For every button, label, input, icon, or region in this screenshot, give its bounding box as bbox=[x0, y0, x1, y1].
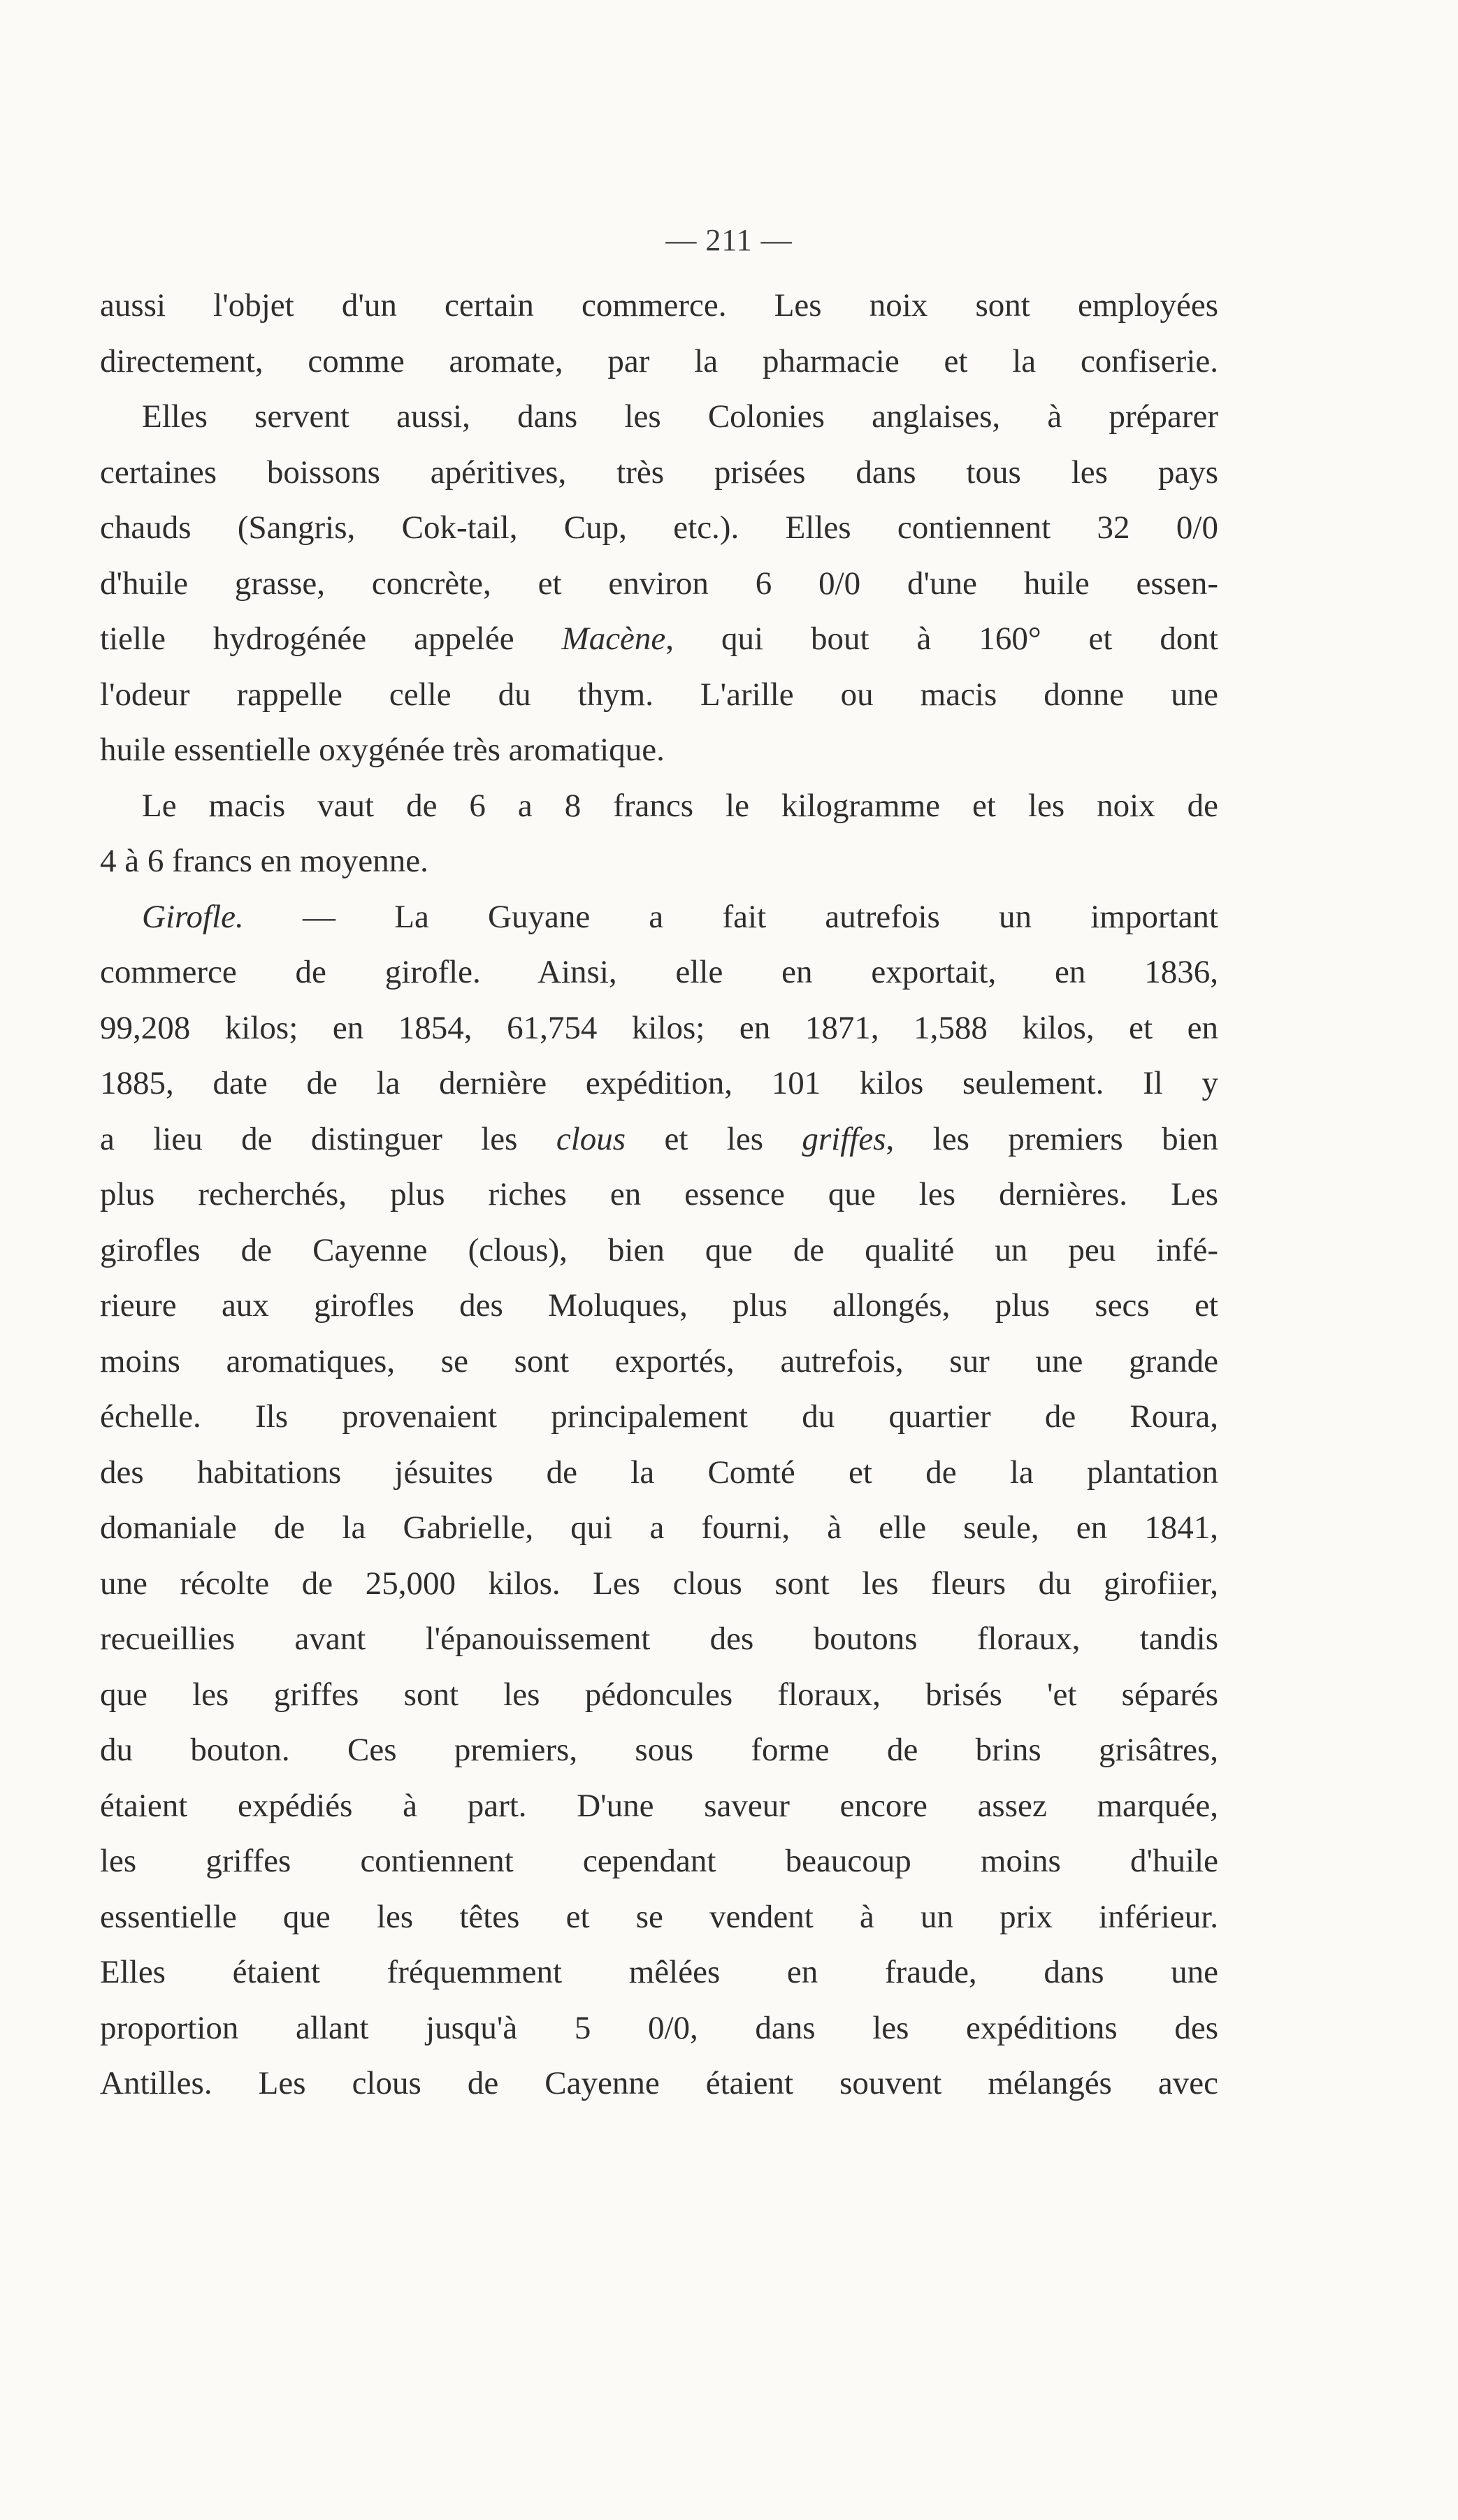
text-line: directement, comme aromate, par la pharmacie et la confiserie. bbox=[100, 342, 1218, 379]
italic-term-macene: Macène bbox=[561, 621, 666, 657]
text-line bbox=[100, 611, 1218, 667]
page-number: — 211 — bbox=[665, 223, 793, 257]
text-line: girofles de Cayenne (clous), bien que de qualité un peu infé- bbox=[100, 1231, 1218, 1268]
text-line: Le macis vaut de 6 a 8 francs le kilogramme et les noix de bbox=[142, 787, 1218, 824]
text-line: moins aromatiques, se sont exportés, autrefois, sur une grande bbox=[100, 1342, 1218, 1380]
text-fragment: et les bbox=[626, 1120, 802, 1157]
text-line: commerce de girofle. Ainsi, elle en exportait, en 1836, bbox=[100, 954, 1218, 990]
text-line: huile essentielle oxygénée très aromatique. bbox=[100, 732, 665, 768]
text-line: étaient expédiés à part. D'une saveur encore assez marquée, bbox=[100, 1787, 1218, 1824]
text-fragment: , qui bout à 160° et dont bbox=[665, 621, 1218, 657]
text-line: Elles servent aussi, dans les Colonies anglaises, à préparer bbox=[142, 398, 1218, 435]
text-line: domaniale de la Gabrielle, qui a fourni, à elle seule, en 1841, bbox=[100, 1509, 1218, 1546]
section-heading-line bbox=[100, 890, 1218, 946]
text-line bbox=[100, 1112, 1218, 1168]
text-fragment: a lieu de distinguer les bbox=[100, 1120, 556, 1157]
text-fragment: — La Guyane a fait autrefois un important bbox=[243, 898, 1218, 935]
text-line: Antilles. Les clous de Cayenne étaient souvent mélangés avec bbox=[100, 2065, 1218, 2101]
text-line: 99,208 kilos; en 1854, 61,754 kilos; en 1871, 1,588 kilos, et en bbox=[100, 1009, 1218, 1046]
text-line: 1885, date de la dernière expédition, 101 kilos seulement. Il y bbox=[100, 1065, 1218, 1101]
text-line: Elles étaient fréquemment mêlées en fraude, dans une bbox=[100, 1954, 1218, 1990]
text-line: essentielle que les têtes et se vendent à un prix inférieur. bbox=[100, 1898, 1218, 1935]
text-line: l'odeur rappelle celle du thym. L'arille ou macis donne une bbox=[100, 676, 1218, 713]
section-heading-girofle: Girofle. bbox=[142, 898, 244, 935]
text-line: une récolte de 25,000 kilos. Les clous sont les fleurs du girofiier, bbox=[100, 1565, 1218, 1602]
italic-term-griffes: griffes bbox=[802, 1120, 886, 1157]
text-line: plus recherchés, plus riches en essence que les dernières. Les bbox=[100, 1176, 1218, 1212]
text-line: 4 à 6 francs en moyenne. bbox=[100, 843, 428, 879]
text-line: que les griffes sont les pédoncules floraux, brisés 'et séparés bbox=[100, 1676, 1218, 1713]
text-line: d'huile grasse, concrète, et environ 6 0/0 d'une huile essen- bbox=[100, 565, 1218, 602]
text-line: chauds (Sangris, Cok-tail, Cup, etc.). Elles contiennent 32 0/0 bbox=[100, 509, 1218, 546]
text-fragment: , les premiers bien bbox=[886, 1120, 1218, 1157]
text-line: proportion allant jusqu'à 5 0/0, dans les expéditions des bbox=[100, 2009, 1218, 2046]
text-line: du bouton. Ces premiers, sous forme de brins grisâtres, bbox=[100, 1732, 1218, 1768]
text-fragment: tielle hydrogénée appelée bbox=[100, 621, 562, 657]
text-line: certaines boissons apéritives, très prisées dans tous les pays bbox=[100, 454, 1218, 491]
text-line: des habitations jésuites de la Comté et de la plantation bbox=[100, 1454, 1218, 1491]
text-line: aussi l'objet d'un certain commerce. Les noix sont employées bbox=[100, 287, 1218, 324]
text-line: échelle. Ils provenaient principalement du quartier de Roura, bbox=[100, 1398, 1218, 1435]
body-text bbox=[100, 278, 1218, 2112]
text-line: recueillies avant l'épanouissement des boutons floraux, tandis bbox=[100, 1621, 1218, 1657]
text-line: les griffes contiennent cependant beaucoup moins d'huile bbox=[100, 1843, 1218, 1879]
text-line: rieure aux girofles des Moluques, plus allongés, plus secs et bbox=[100, 1287, 1218, 1324]
italic-term-clous: clous bbox=[556, 1120, 626, 1157]
